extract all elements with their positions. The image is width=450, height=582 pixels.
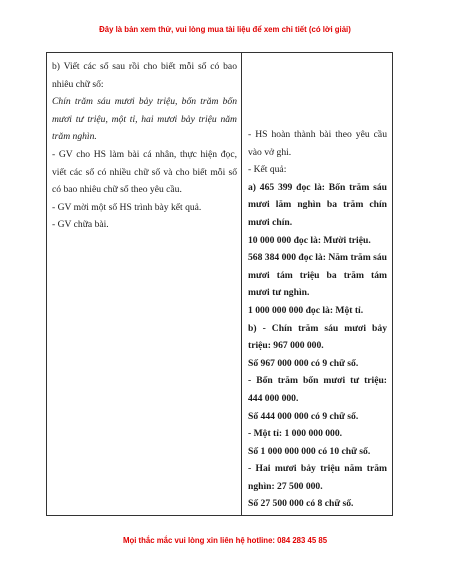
exercise-prompt: b) Viết các số sau rồi cho biết mỗi số có bao nhiêu chữ số: xyxy=(52,61,237,90)
answer-line: - Hai mươi bảy triệu năm trăm nghìn: 27 500 000. xyxy=(248,463,387,492)
answer-line: 568 384 000 đọc là: Năm trăm sáu mươi tám triệu ba trăm tám mươi tư nghìn. xyxy=(248,252,387,299)
teacher-instruction: - GV cho HS làm bài cá nhân, thực hiện đọc, viết các số có nhiều chữ số và cho biết mỗi số có bao nhiêu chữ số theo yêu cầu. xyxy=(52,148,237,196)
answer-line: - Bốn trăm bốn mươi tư triệu: 444 000 000. xyxy=(248,375,387,404)
answer-line: Số 1 000 000 000 có 10 chữ số. xyxy=(248,445,371,457)
answer-line: 1 000 000 000 đọc là: Một tỉ. xyxy=(248,304,364,316)
preview-notice-banner: Đây là bản xem thử, vui lòng mua tài liệu để xem chi tiết (có lời giải) xyxy=(99,25,351,34)
answer-line: 10 000 000 đọc là: Mười triệu. xyxy=(248,234,371,246)
teacher-instruction: - GV mời một số HS trình bày kết quả. xyxy=(52,201,202,213)
answer-line: b) - Chín trăm sáu mươi bảy triệu: 967 000 000. xyxy=(248,322,387,352)
exercise-numbers-in-words: Chín trăm sáu mươi bảy triệu, bốn trăm bốn mươi tư triệu, một tỉ, hai mươi bảy triệu năm trăm nghìn. xyxy=(52,96,237,143)
answer-line: Số 444 000 000 có 9 chữ số. xyxy=(248,410,359,422)
answer-line: Số 27 500 000 có 8 chữ số. xyxy=(248,498,354,510)
answer-line: a) 465 399 đọc là: Bốn trăm sáu mươi lăm nghìn ba trăm chín mươi chín. xyxy=(248,181,387,228)
lesson-table xyxy=(46,52,393,516)
student-activity-column xyxy=(248,126,387,513)
hotline-contact-banner: Mọi thắc mắc vui lòng xin liên hệ hotline: 084 283 45 85 xyxy=(122,536,328,545)
answer-line: - Một tỉ: 1 000 000 000. xyxy=(248,428,343,440)
answer-line: Số 967 000 000 có 9 chữ số. xyxy=(248,357,359,369)
column-divider xyxy=(241,53,242,515)
result-heading: - Kết quả: xyxy=(248,164,287,176)
student-instruction: - HS hoàn thành bài theo yêu cầu vào vở ghi. xyxy=(248,129,387,158)
teacher-instruction: - GV chữa bài. xyxy=(52,219,109,231)
teacher-activity-column xyxy=(52,58,237,234)
